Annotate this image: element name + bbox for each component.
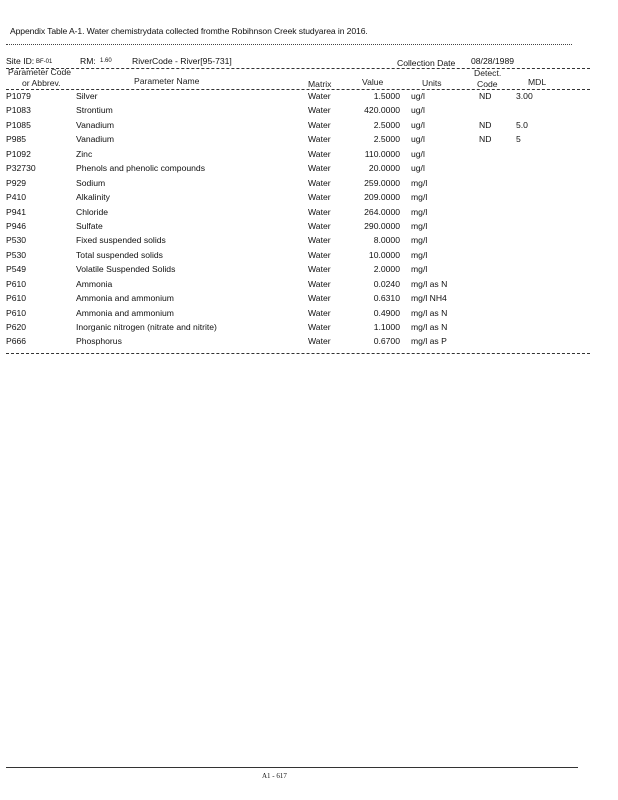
parameter-name-cell: Volatile Suspended Solids	[76, 264, 176, 275]
parameter-name-cell: Sodium	[76, 177, 106, 188]
units-cell: ug/l	[411, 119, 425, 130]
matrix-cell: Water	[308, 163, 331, 174]
collection-date-value: 08/28/1989	[471, 56, 515, 66]
parameter-name-cell: Alkalinity	[76, 192, 110, 203]
table-row	[0, 308, 618, 322]
parameter-name-cell: Inorganic nitrogen (nitrate and nitrite)	[76, 322, 217, 332]
units-cell: ug/l	[411, 91, 425, 101]
value-cell: 420.0000	[364, 105, 400, 116]
value-cell: 20.0000	[368, 163, 400, 174]
table-row	[0, 293, 618, 307]
parameter-name-cell: Sulfate	[76, 220, 103, 231]
matrix-cell: Water	[308, 192, 331, 203]
table-row	[0, 91, 618, 105]
parameter-name-cell: Ammonia	[76, 278, 113, 289]
parameter-code-cell: P941	[6, 206, 27, 217]
value-cell: 1.5000	[373, 91, 400, 101]
units-cell: mg/l NH4	[411, 293, 447, 304]
value-cell: 0.6310	[373, 293, 400, 304]
collection-date-label: Collection Date	[397, 58, 456, 68]
value-cell: 264.0000	[364, 206, 400, 217]
detect-code-cell: ND	[479, 119, 492, 130]
parameter-code-cell: P1079	[6, 91, 31, 101]
table-row	[0, 163, 618, 177]
units-cell: mg/l as N	[411, 322, 448, 332]
parameter-name-cell: Phosphorus	[76, 336, 122, 347]
parameter-name-cell: Phenols and phenolic compounds	[76, 163, 205, 174]
table-row	[0, 120, 618, 134]
matrix-cell: Water	[308, 278, 331, 289]
matrix-cell: Water	[308, 235, 331, 246]
parameter-name-cell: Strontium	[76, 105, 113, 116]
parameter-name-cell: Ammonia and ammonium	[76, 293, 174, 304]
matrix-cell: Water	[308, 206, 331, 217]
table-row	[0, 250, 618, 264]
value-cell: 110.0000	[364, 148, 400, 159]
units-cell: mg/l	[411, 177, 428, 188]
table-row	[0, 279, 618, 293]
header-code-line2: or Abbrev.	[22, 78, 61, 88]
table-row	[0, 322, 618, 336]
value-cell: 259.0000	[364, 177, 400, 188]
units-cell: ug/l	[411, 134, 425, 145]
units-cell: mg/l as P	[411, 336, 447, 347]
units-cell: mg/l	[411, 235, 428, 246]
table-row	[0, 134, 618, 148]
matrix-cell: Water	[308, 220, 331, 231]
page-number: A1 - 617	[262, 772, 287, 780]
detect-code-cell: ND	[479, 91, 492, 101]
parameter-code-cell: P549	[6, 264, 27, 275]
river-code: RiverCode - River[95-731]	[132, 56, 232, 66]
header-parameter-name: Parameter Name	[134, 76, 200, 86]
value-cell: 2.0000	[373, 264, 400, 275]
table-row	[0, 149, 618, 163]
table-row	[0, 235, 618, 249]
site-id-label: Site ID:	[6, 56, 35, 66]
units-cell: ug/l	[411, 105, 425, 116]
rm-label: RM:	[80, 56, 96, 66]
parameter-code-cell: P1085	[6, 119, 31, 130]
header-units: Units	[422, 78, 442, 88]
value-cell: 0.6700	[373, 336, 400, 347]
parameter-name-cell: Ammonia and ammonium	[76, 307, 174, 318]
units-cell: mg/l as N	[411, 307, 448, 318]
matrix-cell: Water	[308, 249, 331, 260]
parameter-code-cell: P32730	[6, 163, 36, 174]
value-cell: 0.4900	[373, 307, 400, 318]
matrix-cell: Water	[308, 134, 331, 145]
parameter-code-cell: P530	[6, 235, 27, 246]
parameter-name-cell: Total suspended solids	[76, 249, 163, 260]
value-cell: 290.0000	[364, 220, 400, 231]
matrix-cell: Water	[308, 177, 331, 188]
units-cell: mg/l	[411, 206, 428, 217]
parameter-name-cell: Fixed suspended solids	[76, 235, 166, 246]
matrix-cell: Water	[308, 293, 331, 304]
table-row	[0, 264, 618, 278]
parameter-code-cell: P985	[6, 134, 27, 145]
parameter-name-cell: Vanadium	[76, 119, 115, 130]
data-table-body	[0, 91, 618, 351]
value-cell: 2.5000	[373, 134, 400, 145]
header-bottom-rule	[6, 89, 590, 90]
matrix-cell: Water	[308, 307, 331, 318]
matrix-cell: Water	[308, 336, 331, 347]
footer-rule	[6, 767, 578, 768]
header-top-rule	[6, 68, 590, 69]
value-cell: 209.0000	[364, 192, 400, 203]
mdl-cell: 3.00	[516, 91, 533, 101]
header-code-line1: Parameter Code	[8, 67, 72, 77]
parameter-code-cell: P610	[6, 307, 27, 318]
table-end-rule	[6, 353, 590, 354]
units-cell: mg/l	[411, 264, 428, 275]
matrix-cell: Water	[308, 91, 331, 101]
parameter-name-cell: Vanadium	[76, 134, 115, 145]
units-cell: mg/l as N	[411, 278, 448, 289]
units-cell: mg/l	[411, 249, 428, 260]
detect-code-cell: ND	[479, 134, 492, 145]
table-row	[0, 336, 618, 350]
parameter-code-cell: P620	[6, 322, 27, 332]
header-detect-line2: Code	[477, 79, 498, 89]
title-divider	[6, 44, 572, 45]
header-mdl: MDL	[528, 77, 547, 87]
value-cell: 0.0240	[373, 278, 400, 289]
table-row	[0, 221, 618, 235]
document-title: Appendix Table A-1. Water chemistrydata collected fromthe Robihnson Creek studyarea in 2016.	[10, 26, 368, 36]
parameter-code-cell: P666	[6, 336, 27, 347]
matrix-cell: Water	[308, 148, 331, 159]
value-cell: 2.5000	[373, 119, 400, 130]
parameter-name-cell: Zinc	[76, 148, 93, 159]
value-cell: 8.0000	[373, 235, 400, 246]
units-cell: ug/l	[411, 148, 425, 159]
parameter-code-cell: P929	[6, 177, 27, 188]
value-cell: 10.0000	[368, 249, 400, 260]
table-row	[0, 178, 618, 192]
units-cell: ug/l	[411, 163, 425, 174]
table-row	[0, 207, 618, 221]
parameter-code-cell: P946	[6, 220, 27, 231]
parameter-code-cell: P610	[6, 278, 27, 289]
parameter-code-cell: P1083	[6, 105, 31, 116]
matrix-cell: Water	[308, 105, 331, 116]
parameter-code-cell: P530	[6, 249, 27, 260]
rm-value: 1.60	[100, 58, 112, 64]
header-value: Value	[362, 77, 384, 87]
units-cell: mg/l	[411, 192, 428, 203]
matrix-cell: Water	[308, 322, 331, 332]
parameter-code-cell: P1092	[6, 148, 31, 159]
table-row	[0, 105, 618, 119]
matrix-cell: Water	[308, 264, 331, 275]
parameter-code-cell: P610	[6, 293, 27, 304]
site-id-value: BF-01	[36, 59, 53, 65]
mdl-cell: 5.0	[516, 119, 528, 130]
units-cell: mg/l	[411, 220, 428, 231]
header-matrix: Matrix	[308, 79, 332, 89]
value-cell: 1.1000	[373, 322, 400, 332]
mdl-cell: 5	[516, 134, 521, 145]
parameter-code-cell: P410	[6, 192, 27, 203]
parameter-name-cell: Chloride	[76, 206, 109, 217]
parameter-name-cell: Silver	[76, 91, 98, 101]
table-row	[0, 192, 618, 206]
matrix-cell: Water	[308, 119, 331, 130]
header-detect-line1: Detect.	[474, 68, 502, 78]
